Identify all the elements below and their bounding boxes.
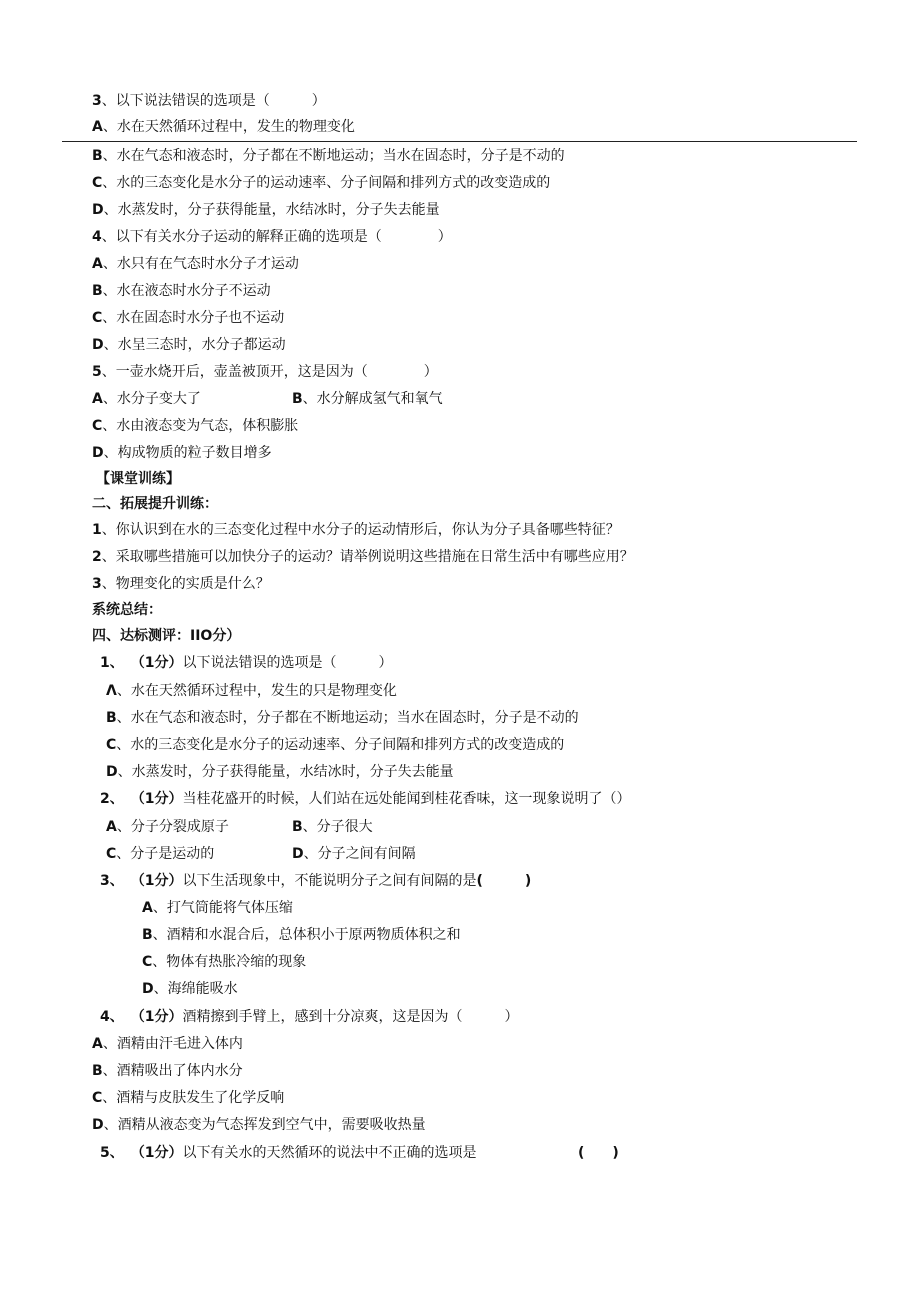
assessment-question-3-option-d: D、海绵能吸水 bbox=[142, 981, 238, 997]
extension-question-2: 2、采取哪些措施可以加快分子的运动？请举例说明这些措施在日常生活中有哪些应用？ bbox=[92, 549, 634, 565]
assessment-question-5: 5、 （1分）以下有关水的天然循环的说法中不正确的选项是 bbox=[100, 1145, 477, 1161]
assessment-question-4-option-b: B、酒精吸出了体内水分 bbox=[92, 1063, 243, 1079]
question-4-option-a: A、水只有在气态时水分子才运动 bbox=[92, 256, 299, 272]
assessment-question-2: 2、 （1分）当桂花盛开的时候，人们站在远处能闻到桂花香味，这一现象说明了（） bbox=[100, 791, 631, 807]
question-4-option-d: D、水呈三态时，水分子都运动 bbox=[92, 337, 286, 353]
assessment-question-2-option-c: C、分子是运动的 bbox=[106, 846, 215, 862]
assessment-question-1-option-c: C、水的三态变化是水分子的运动速率、分子间隔和排列方式的改变造成的 bbox=[106, 737, 565, 753]
question-5-option-a: A、水分子变大了 bbox=[92, 391, 201, 407]
assessment-question-2-option-a: A、分子分裂成原子 bbox=[106, 819, 229, 835]
question-3-option-d: D、水蒸发时，分子获得能量，水结冰时，分子失去能量 bbox=[92, 202, 440, 218]
assessment-question-2-option-d: D、分子之间有间隔 bbox=[292, 846, 416, 862]
assessment-question-4: 4、 （1分）酒精擦到手臂上，感到十分凉爽，这是因为（ ） bbox=[100, 1009, 519, 1025]
assessment-question-1-option-b: B、水在气态和液态时，分子都在不断地运动；当水在固态时，分子是不动的 bbox=[106, 710, 579, 726]
question-5: 5、一壶水烧开后，壶盖被顶开，这是因为（ ） bbox=[92, 364, 438, 380]
heading-assessment: 四、达标测评：IIO分） bbox=[92, 628, 241, 644]
assessment-question-3-option-b: B、酒精和水混合后，总体积小于原两物质体积之和 bbox=[142, 927, 461, 943]
assessment-question-2-option-b: B、分子很大 bbox=[292, 819, 373, 835]
assessment-question-1-option-a: Λ、水在天然循环过程中，发生的只是物理变化 bbox=[106, 683, 397, 699]
assessment-question-3-option-a: A、打气筒能将气体压缩 bbox=[142, 900, 293, 916]
question-3-option-c: C、水的三态变化是水分子的运动速率、分子间隔和排列方式的改变造成的 bbox=[92, 175, 551, 191]
question-3: 3、以下说法错误的选项是（ ） bbox=[92, 93, 326, 109]
assessment-question-4-option-a: A、酒精由汗毛进入体内 bbox=[92, 1036, 243, 1052]
extension-question-1: 1、你认识到在水的三态变化过程中水分子的运动情形后，你认为分子具备哪些特征？ bbox=[92, 522, 620, 538]
question-5-option-b: B、水分解成氢气和氧气 bbox=[292, 391, 443, 407]
assessment-question-4-option-d: D、酒精从液态变为气态挥发到空气中，需要吸收热量 bbox=[92, 1117, 426, 1133]
question-5-option-d: D、构成物质的粒子数目增多 bbox=[92, 445, 272, 461]
heading-extension: 二、拓展提升训练： bbox=[92, 496, 218, 512]
heading-classroom-training: 【课堂训练】 bbox=[96, 471, 180, 487]
extension-question-3: 3、物理变化的实质是什么？ bbox=[92, 576, 270, 592]
question-3-option-a: A、水在天然循环过程中，发生的物理变化 bbox=[92, 119, 355, 135]
assessment-question-1: 1、 （1分）以下说法错误的选项是（ ） bbox=[100, 655, 393, 671]
question-4: 4、以下有关水分子运动的解释正确的选项是（ ） bbox=[92, 229, 452, 245]
question-4-option-b: B、水在液态时水分子不运动 bbox=[92, 283, 271, 299]
assessment-question-3: 3、 （1分）以下生活现象中，不能说明分子之间有间隔的是( ) bbox=[100, 873, 532, 889]
assessment-question-3-option-c: C、物体有热胀冷缩的现象 bbox=[142, 954, 307, 970]
heading-summary: 系统总结： bbox=[92, 602, 162, 618]
horizontal-rule bbox=[62, 141, 857, 142]
assessment-question-5-answer-paren: ( ) bbox=[578, 1145, 619, 1161]
question-4-option-c: C、水在固态时水分子也不运动 bbox=[92, 310, 285, 326]
question-3-option-b: B、水在气态和液态时，分子都在不断地运动；当水在固态时，分子是不动的 bbox=[92, 148, 565, 164]
assessment-question-4-option-c: C、酒精与皮肤发生了化学反响 bbox=[92, 1090, 285, 1106]
assessment-question-1-option-d: D、水蒸发时，分子获得能量，水结冰时，分子失去能量 bbox=[106, 764, 454, 780]
question-5-option-c: C、水由液态变为气态，体积膨胀 bbox=[92, 418, 299, 434]
